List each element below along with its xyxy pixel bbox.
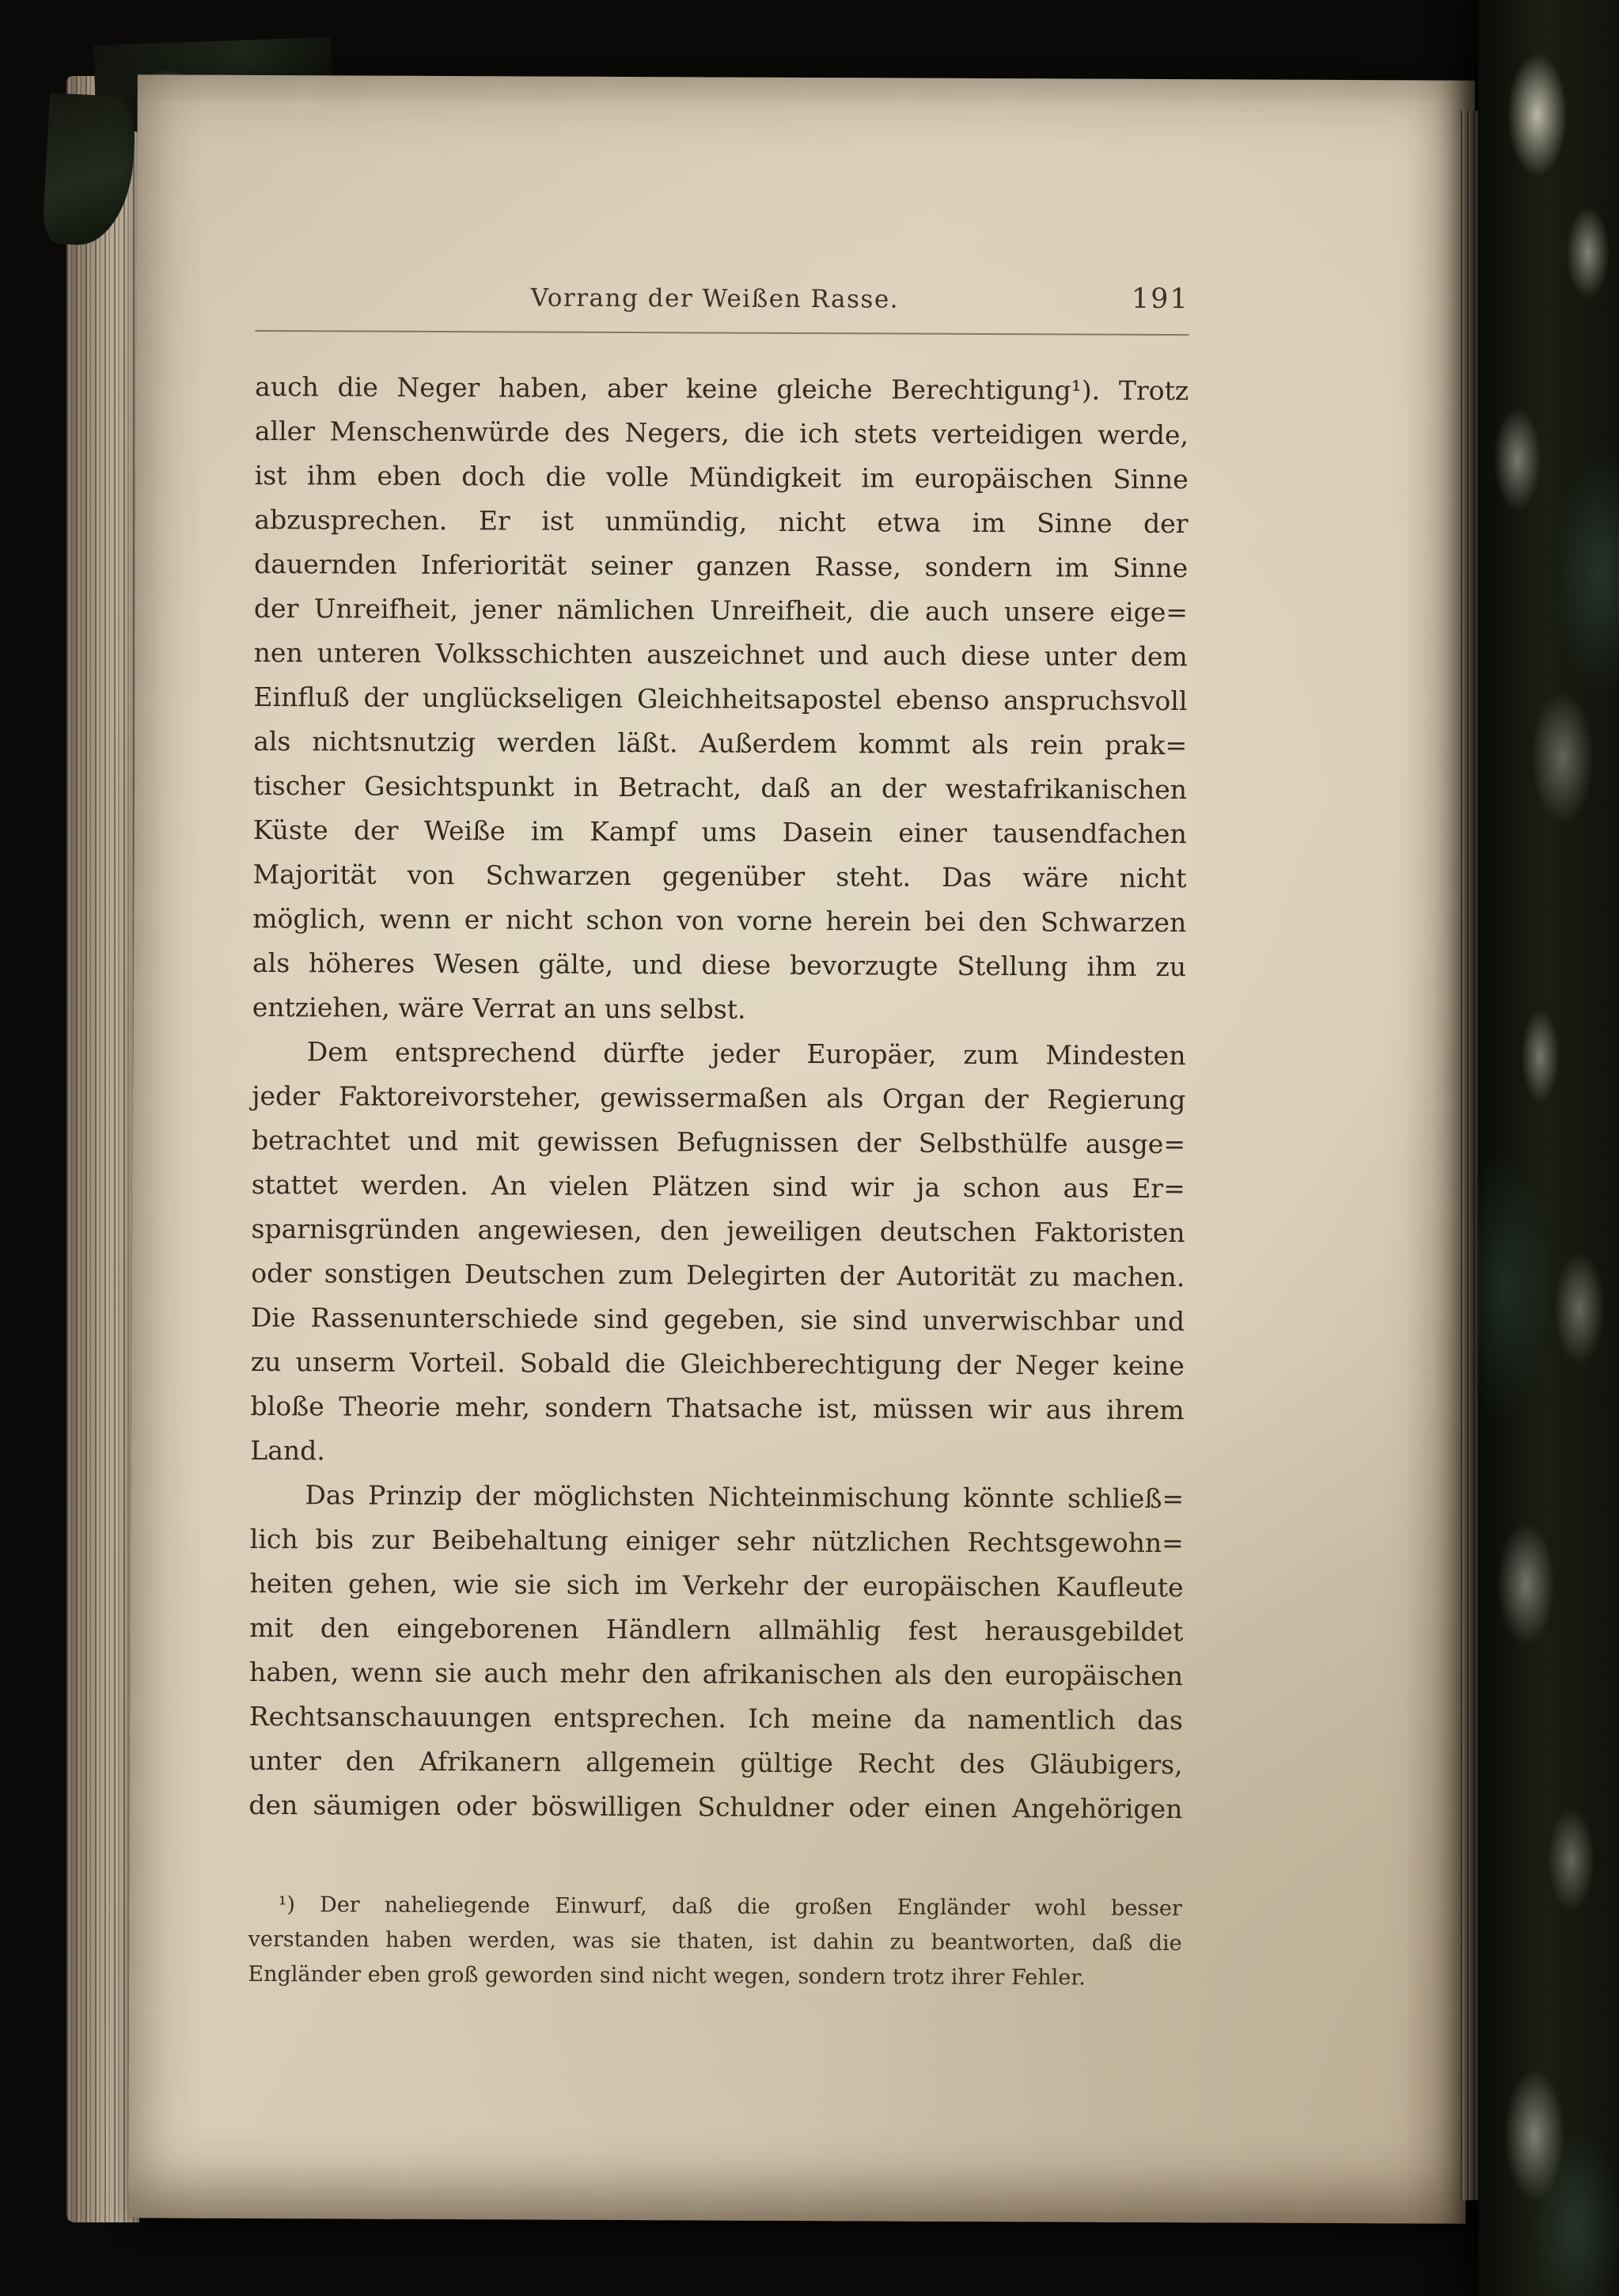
page-body-text (248, 365, 1189, 1831)
book-page (128, 74, 1475, 2223)
text-line: betrachtet und mit gewissen Befugnissen der Selbsthülfe ausge= (251, 1124, 1186, 1160)
text-line: lich bis zur Beibehaltung einiger sehr nützlichen Rechtsgewohn= (249, 1523, 1184, 1559)
header-rule (256, 330, 1189, 336)
text-line: als nichtsnutzig werden läßt. Außerdem kommt als rein prak= (253, 725, 1188, 761)
text-line: oder sonstigen Deutschen zum Delegirten der Autorität zu machen. (251, 1257, 1185, 1293)
text-line: Küste der Weiße im Kampf ums Dasein einer tausendfachen (252, 814, 1187, 850)
text-line: abzusprechen. Er ist unmündig, nicht etwa im Sinne der (254, 503, 1189, 540)
text-line: mit den eingeborenen Händlern allmählig fest herausgebildet (249, 1611, 1184, 1648)
text-line: Majorität von Schwarzen gegenüber steht. Das wäre nicht (252, 858, 1187, 894)
text-line: möglich, wenn er nicht schon von vorne herein bei den Schwarzen (252, 902, 1187, 939)
text-line: den säumigen oder böswilligen Schuldner oder einen Angehörigen (248, 1789, 1183, 1825)
text-line: jeder Faktoreivorsteher, gewissermaßen als Organ der Regierung (252, 1080, 1186, 1116)
text-line: haben, wenn sie auch mehr den afrikanischen als den europäischen (249, 1656, 1184, 1692)
text-line: Land. (250, 1434, 325, 1467)
text-line: sparnisgründen angewiesen, den jeweiligen deutschen Faktoristen (251, 1213, 1185, 1249)
text-line: Das Prinzip der möglichsten Nichteinmischung könnte schließ= (305, 1479, 1185, 1515)
text-line: auch die Neger haben, aber keine gleiche Berechtigung¹). Trotz (255, 370, 1189, 407)
text-line: als höheres Wesen gälte, und diese bevorzugte Stellung ihm zu (252, 947, 1187, 983)
text-line: Dem entsprechend dürfte jeder Europäer, zum Mindesten (306, 1036, 1186, 1072)
text-line: zu unserm Vorteil. Sobald die Gleichberechtigung der Neger keine (250, 1345, 1185, 1382)
text-line: ist ihm eben doch die volle Mündigkeit im europäischen Sinne (254, 459, 1189, 495)
text-line: tischer Gesichtspunkt in Betracht, daß an der westafrikanischen (252, 769, 1188, 806)
text-line: nen unteren Volksschichten auszeichnet und auch diese unter dem (253, 636, 1188, 673)
page-stack-edges-left (66, 76, 139, 2222)
text-line: ¹) Der naheliegende Einwurf, daß die großen Engländer wohl besser (278, 1892, 1182, 1922)
page-number: 191 (1131, 283, 1189, 316)
text-line: Die Rassenunterschiede sind gegeben, sie sind unverwischbar und (250, 1301, 1185, 1338)
text-line: bloße Theorie mehr, sondern Thatsache ist, müssen wir aus ihrem (250, 1390, 1185, 1426)
text-line: dauernden Inferiorität seiner ganzen Rasse, sondern im Sinne (254, 548, 1189, 584)
text-line: Engländer eben groß geworden sind nicht wegen, sondern trotz ihrer Fehler. (248, 1961, 1086, 1990)
running-header (256, 279, 1189, 324)
text-line: verstanden haben werden, was sie thaten, ist dahin zu beantworten, daß die (248, 1926, 1182, 1956)
book-cover-marbled (1478, 0, 1619, 2296)
text-line: der Unreifheit, jener nämlichen Unreifheit, die auch unsere eige= (253, 592, 1189, 628)
text-line: unter den Afrikanern allgemein gültige Recht des Gläubigers, (248, 1744, 1183, 1781)
text-line: aller Menschenwürde des Negers, die ich stets verteidigen werde, (254, 415, 1189, 451)
text-line: Einfluß der unglückseligen Gleichheitsapostel ebenso anspruchsvoll (253, 681, 1188, 717)
text-line: heiten gehen, wie sie sich im Verkehr der europäischen Kaufleute (249, 1567, 1184, 1603)
text-line: Rechtsanschauungen entsprechen. Ich meine da namentlich das (248, 1700, 1183, 1736)
footnote (248, 1888, 1182, 1996)
text-line: entziehen, wäre Verrat an uns selbst. (252, 991, 746, 1025)
text-line: stattet werden. An vielen Plätzen sind wir ja schon aus Er= (251, 1168, 1185, 1205)
running-header-title: Vorrang der Weißen Rasse. (530, 283, 900, 314)
